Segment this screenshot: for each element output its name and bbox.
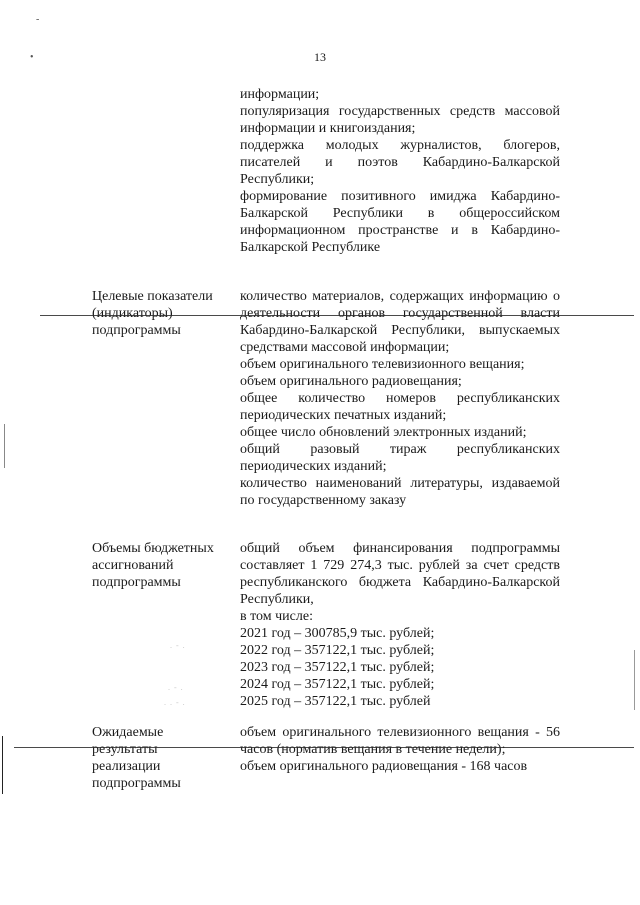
tasks-item: формирование позитивного имиджа Кабардино-Балкарской Республики в общероссийском информационном пространстве и в Кабардино-Балкарской Республике <box>240 189 560 255</box>
indicators-label-line: подпрограммы <box>92 323 181 338</box>
indicators-item: общее количество номеров республиканских периодических печатных изданий; <box>240 391 560 423</box>
budget-year-line: 2025 год – 357122,1 тыс. рублей <box>240 694 431 709</box>
tasks-item: поддержка молодых журналистов, блогеров, писателей и поэтов Кабардино-Балкарской Республики; <box>240 138 560 187</box>
strike-line <box>40 315 634 316</box>
results-label-line: результаты <box>92 742 158 757</box>
results-item: объем оригинального телевизионного вещания - 56 часов (норматив вещания в течение недели); <box>240 725 560 757</box>
results-label-line: подпрограммы <box>92 776 181 791</box>
indicators-list <box>240 288 560 509</box>
strike-line <box>14 747 634 748</box>
scan-smudge: . . - . <box>164 698 186 707</box>
budget-intro: общий объем финансирования подпрограммы составляет 1 729 274,3 тыс. рублей за счет средств республиканского бюджета Кабардино-Балкарской Республики, <box>240 541 560 607</box>
indicators-item: количество наименований литературы, издаваемой по государственному заказу <box>240 476 560 508</box>
results-label-line: реализации <box>92 759 161 774</box>
scan-edge-line <box>4 424 5 468</box>
scan-mark: • <box>30 52 34 63</box>
indicators-item: объем оригинального телевизионного вещания; <box>240 357 525 372</box>
scan-edge-line <box>2 736 3 794</box>
indicators-label-line: Целевые показатели <box>92 289 213 304</box>
indicators-item: общий разовый тираж республиканских периодических изданий; <box>240 442 560 474</box>
budget-details <box>240 540 560 710</box>
scan-smudge: . - . <box>168 683 184 692</box>
budget-year-line: 2021 год – 300785,9 тыс. рублей; <box>240 626 435 641</box>
budget-label-line: Объемы бюджетных <box>92 541 214 556</box>
indicators-item: количество материалов, содержащих информацию о деятельности органов государственной власти Кабардино-Балкарской Республики, выпускаемых средствами массовой информации; <box>240 289 560 355</box>
results-list <box>240 724 560 775</box>
budget-year-line: 2022 год – 357122,1 тыс. рублей; <box>240 643 435 658</box>
results-item: объем оригинального радиовещания - 168 часов <box>240 759 528 774</box>
results-label-line: Ожидаемые <box>92 725 164 740</box>
budget-label <box>92 540 237 591</box>
budget-label-line: ассигнований <box>92 558 174 573</box>
budget-label-line: подпрограммы <box>92 575 181 590</box>
tasks-item: информации; <box>240 87 320 102</box>
tasks-item: популяризация государственных средств массовой информации и книгоиздания; <box>240 104 560 136</box>
indicators-label <box>92 288 237 339</box>
budget-year-line: 2023 год – 357122,1 тыс. рублей; <box>240 660 435 675</box>
scan-smudge: . - . <box>170 641 186 650</box>
indicators-item: объем оригинального радиовещания; <box>240 374 462 389</box>
indicators-item: общее число обновлений электронных изданий; <box>240 425 527 440</box>
budget-intro-tail: в том числе: <box>240 609 313 624</box>
tasks-list <box>240 86 560 256</box>
indicators-label-line: (индикаторы) <box>92 306 173 321</box>
results-label <box>92 724 237 792</box>
scan-mark: - <box>36 14 40 25</box>
page-number: 13 <box>314 50 326 64</box>
scan-edge-line <box>634 650 635 710</box>
budget-year-line: 2024 год – 357122,1 тыс. рублей; <box>240 677 435 692</box>
